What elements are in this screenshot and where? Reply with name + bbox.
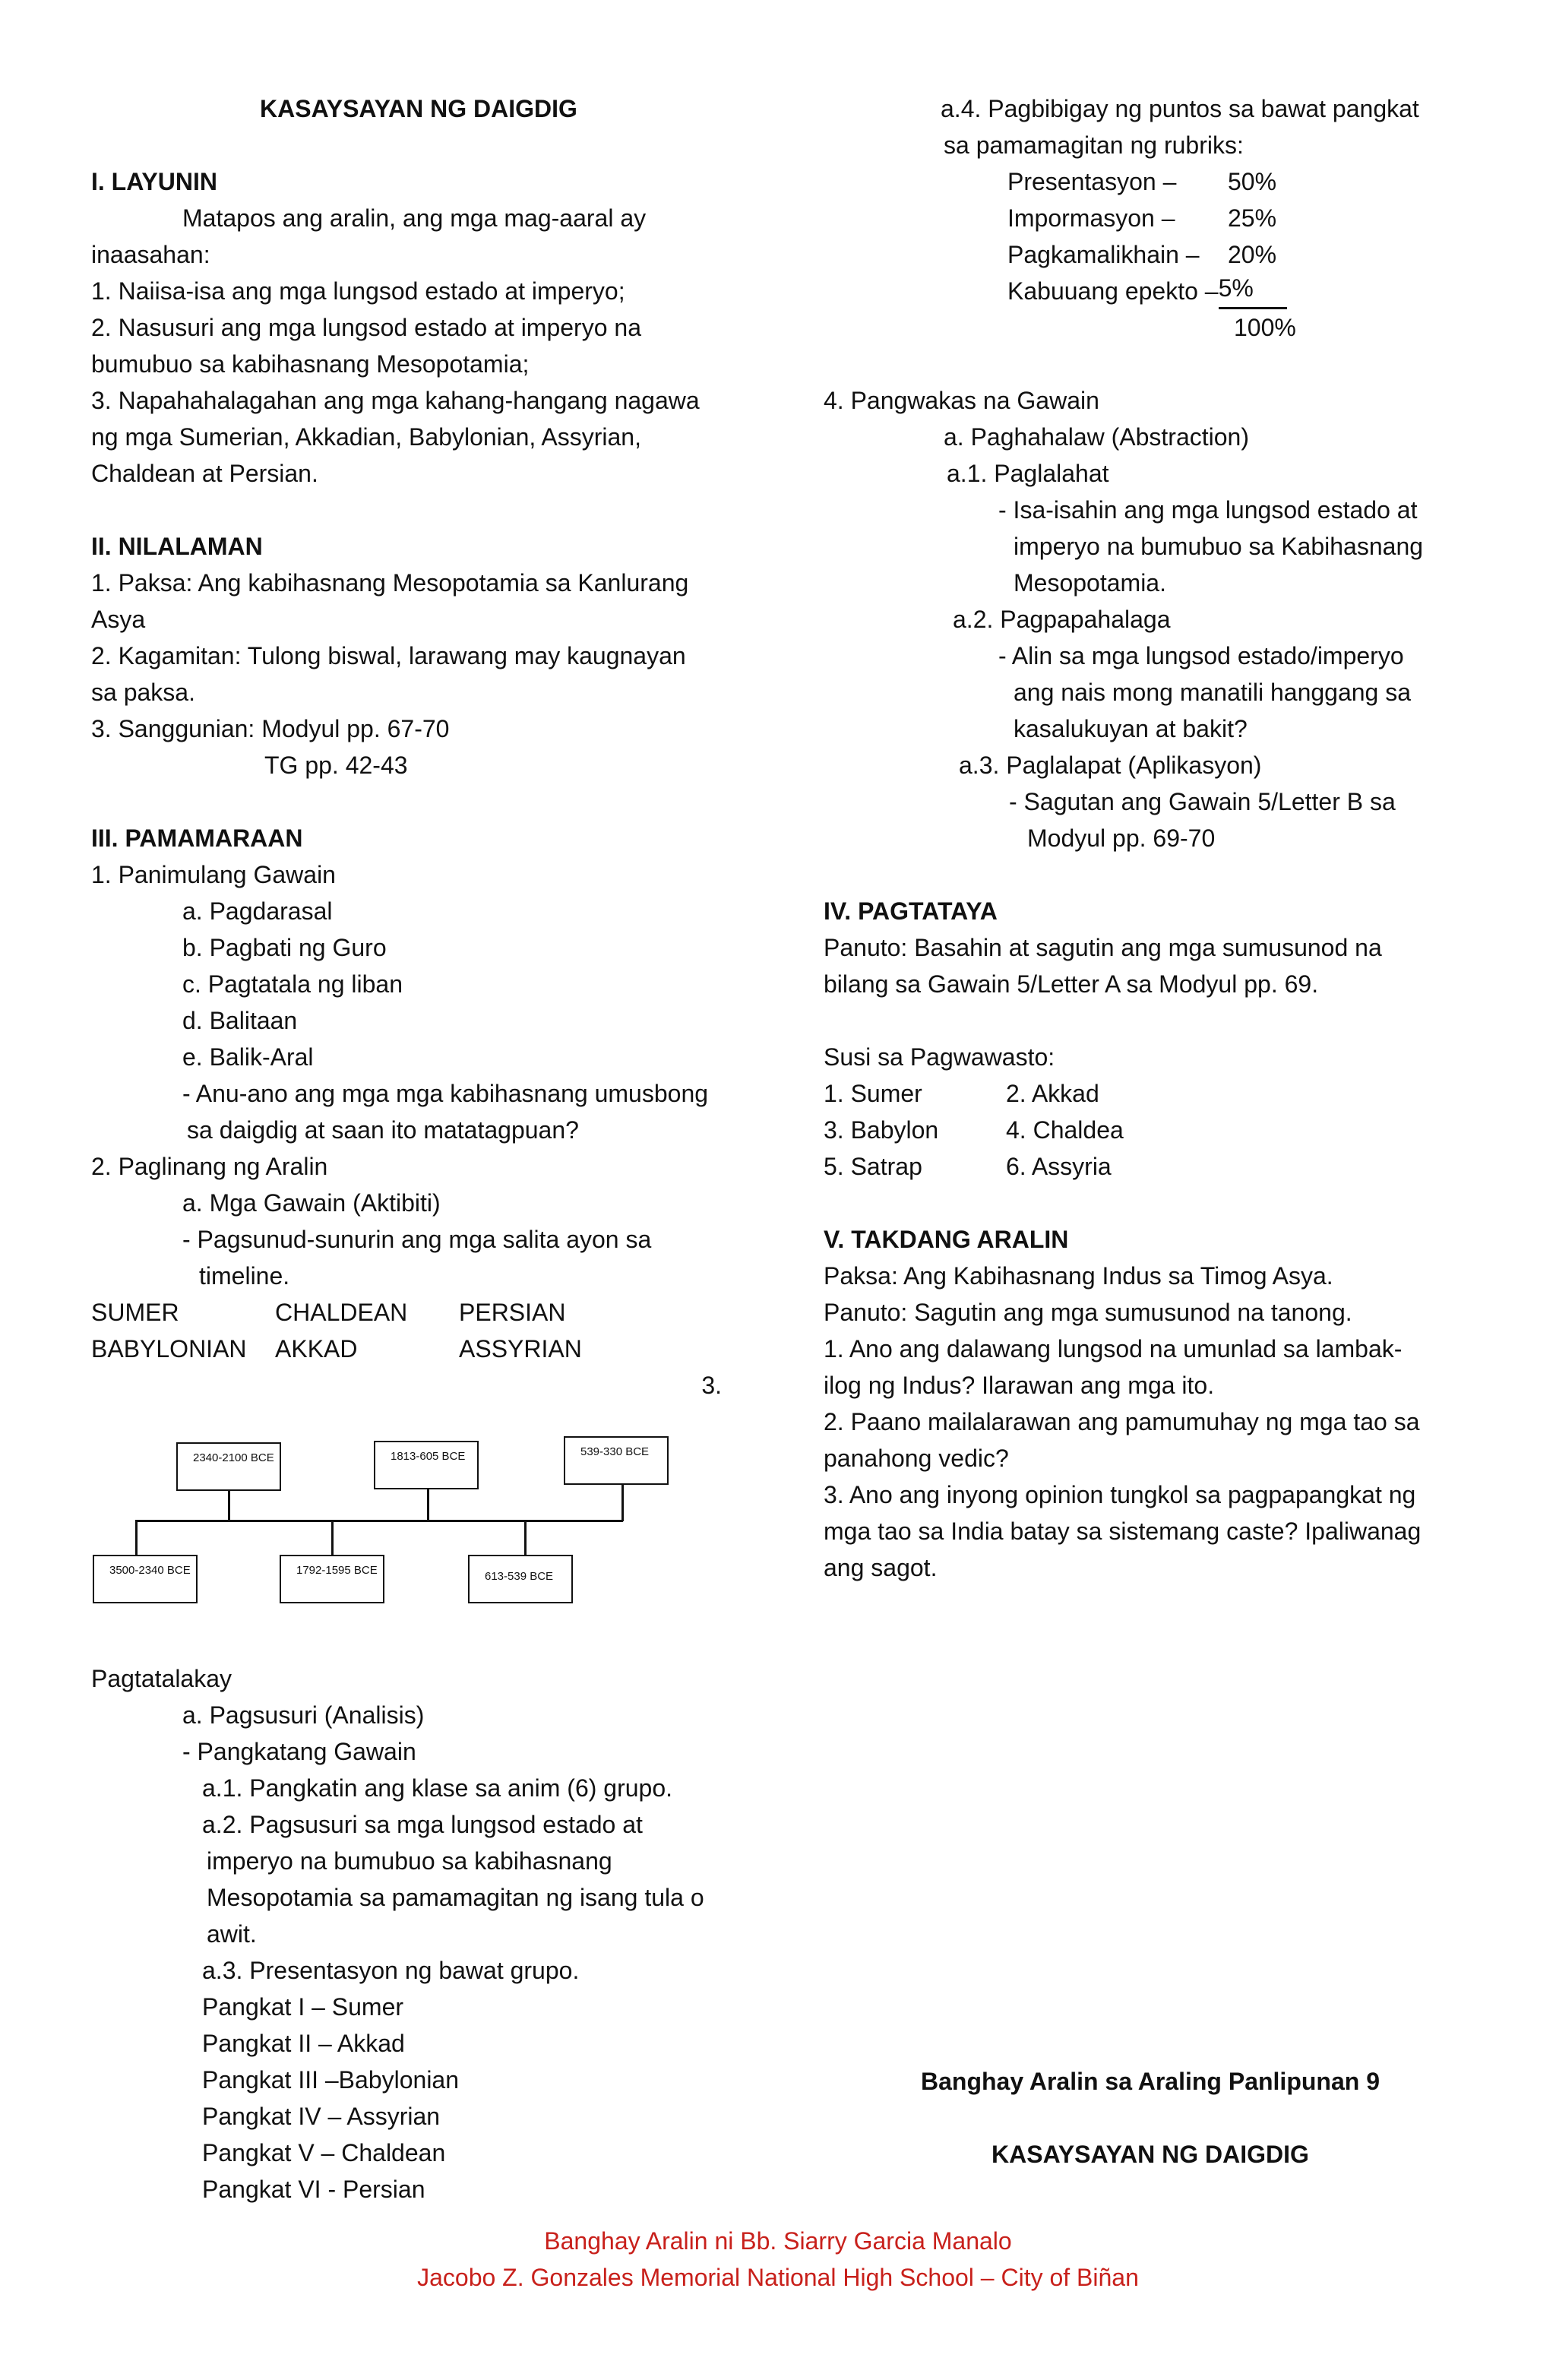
kagamitan-cont: sa paksa. [91, 679, 195, 706]
section-pamamaraan-heading: III. PAMAMARAAN [91, 824, 303, 852]
pagpapahalaga-item-cont: ang nais mong manatili hanggang sa [1014, 679, 1412, 706]
timeline-box: 1813-605 BCE [374, 1441, 479, 1489]
paglalahat-item-cont2: Mesopotamia. [1014, 569, 1166, 597]
cover-title-course: KASAYSAYAN NG DAIGDIG [991, 2141, 1309, 2168]
cover-title-subject: Banghay Aralin sa Araling Panlipunan 9 [921, 2068, 1380, 2095]
objective-3-cont2: Chaldean at Persian. [91, 460, 318, 487]
answer-key-item: 5. Satrap [824, 1153, 922, 1180]
paglalahat-item-cont: imperyo na bumubuo sa Kabihasnang [1014, 533, 1424, 560]
pagpapahalaga-item: - Alin sa mga lungsod estado/imperyo [998, 642, 1404, 669]
timeline-box: 3500-2340 BCE [93, 1555, 198, 1603]
pagtatalakay-heading: Pagtatalakay [91, 1665, 232, 1692]
pagpapahalaga-item-cont2: kasalukuyan at bakit? [1014, 715, 1248, 742]
objective-2-cont: bumubuo sa kabihasnang Mesopotamia; [91, 350, 530, 378]
takdang-question-2: 2. Paano mailalarawan ang pamumuhay ng mga tao sa [824, 1408, 1420, 1435]
takdang-question-3-cont2: ang sagot. [824, 1554, 938, 1581]
step-a4: a.4. Pagbibigay ng puntos sa bawat pangkat [941, 95, 1419, 122]
group-item: Pangkat III –Babylonian [202, 2066, 460, 2094]
group-item: Pangkat VI - Persian [202, 2176, 425, 2203]
answer-key-item: 3. Babylon [824, 1116, 939, 1144]
cover-title-block [824, 2063, 1477, 2173]
step-a2-cont2: Mesopotamia sa pamamagitan ng isang tula o [207, 1884, 704, 1911]
timeline-tick [135, 1520, 138, 1556]
sanggunian-tg: TG pp. 42-43 [264, 752, 408, 779]
paksa: 1. Paksa: Ang kabihasnang Mesopotamia sa Kanlurang [91, 569, 689, 597]
layunin-intro: Matapos ang aralin, ang mga mag-aaral ay [182, 204, 647, 232]
group-item: Pangkat V – Chaldean [202, 2139, 446, 2166]
timeline-tick [524, 1520, 527, 1556]
timeline-tick [331, 1520, 334, 1556]
paglinang: 2. Paglinang ng Aralin [91, 1153, 328, 1180]
pagbati: b. Pagbati ng Guro [182, 934, 387, 961]
answer-key-item: 2. Akkad [1006, 1080, 1099, 1107]
rubric-row [824, 200, 1477, 236]
left-column [91, 90, 745, 1404]
rubric-weight: 25% [1228, 204, 1277, 232]
answer-key-item: 1. Sumer [824, 1080, 922, 1107]
rubric-weight: 5% [1219, 273, 1287, 309]
timeline-axis [135, 1520, 623, 1522]
answer-key-row [824, 1075, 1477, 1112]
paghahalaw: a. Paghahalaw (Abstraction) [944, 423, 1249, 451]
rubric-criterion: Kabuuang epekto – [1007, 277, 1219, 305]
balik-aral-question: - Anu-ano ang mga mga kabihasnang umusbong [182, 1080, 709, 1107]
word: SUMER [91, 1299, 179, 1326]
takdang-question-3: 3. Ano ang inyong opinion tungkol sa pagpapangkat ng [824, 1481, 1416, 1508]
balik-aral: e. Balik-Aral [182, 1043, 314, 1071]
rubric-total: 100% [1234, 314, 1296, 341]
kagamitan: 2. Kagamitan: Tulong biswal, larawang may kaugnayan [91, 642, 686, 669]
answer-key-row [824, 1112, 1477, 1148]
answer-key-row [824, 1148, 1477, 1185]
section-takdang-aralin-heading: V. TAKDANG ARALIN [824, 1226, 1069, 1253]
footer-author: Banghay Aralin ni Bb. Siarry Garcia Manalo [544, 2227, 1012, 2255]
pagtatalakay-section [91, 1660, 745, 2208]
word: CHALDEAN [275, 1299, 408, 1326]
timeline-box: 539-330 BCE [564, 1436, 669, 1485]
section-layunin-heading: I. LAYUNIN [91, 168, 217, 195]
sanggunian: 3. Sanggunian: Modyul pp. 67-70 [91, 715, 450, 742]
pagtataya-instruction-cont: bilang sa Gawain 5/Letter A sa Modyul pp. 69. [824, 970, 1319, 998]
step-a1: a.1. Pangkatin ang klase sa anim (6) grupo. [202, 1774, 673, 1802]
step-a3: a.3. Presentasyon ng bawat grupo. [202, 1957, 580, 1984]
pagtataya-instruction: Panuto: Basahin at sagutin ang mga sumusunod na [824, 934, 1382, 961]
paglalapat: a.3. Paglalapat (Aplikasyon) [959, 752, 1262, 779]
footer-school: Jacobo Z. Gonzales Memorial National High School – City of Biñan [417, 2264, 1139, 2291]
pagsusuri: a. Pagsusuri (Analisis) [182, 1701, 425, 1729]
pangwakas-gawain: 4. Pangwakas na Gawain [824, 387, 1099, 414]
rubric-row [824, 273, 1477, 309]
timeline-box: 2340-2100 BCE [176, 1442, 281, 1491]
pagtatala: c. Pagtatala ng liban [182, 970, 403, 998]
objective-3: 3. Napahahalagahan ang mga kahang-hangang nagawa [91, 387, 700, 414]
objective-3-cont: ng mga Sumerian, Akkadian, Babylonian, Assyrian, [91, 423, 641, 451]
word-row-1 [91, 1294, 745, 1331]
rubric-weight: 20% [1228, 241, 1277, 268]
word-row-2 [91, 1331, 745, 1367]
paglalahat-item: - Isa-isahin ang mga lungsod estado at [998, 496, 1418, 524]
word: PERSIAN [459, 1299, 566, 1326]
pangkatang-gawain: - Pangkatang Gawain [182, 1738, 416, 1765]
step-a2-cont3: awit. [207, 1920, 257, 1948]
gawain-instruction-cont: timeline. [199, 1262, 290, 1290]
takdang-question-1-cont: ilog ng Indus? Ilarawan ang mga ito. [824, 1372, 1215, 1399]
paksa-cont: Asya [91, 606, 146, 633]
answer-key-item: 6. Assyria [1006, 1153, 1112, 1180]
balitaan: d. Balitaan [182, 1007, 298, 1034]
timeline-tick [427, 1489, 429, 1521]
timeline-tick [228, 1491, 230, 1521]
timeline-box: 1792-1595 BCE [280, 1555, 384, 1603]
rubric-row [824, 163, 1477, 200]
paglalapat-item: - Sagutan ang Gawain 5/Letter B sa [1009, 788, 1396, 815]
pagpapahalaga: a.2. Pagpapahalaga [953, 606, 1171, 633]
step-a2-cont: imperyo na bumubuo sa kabihasnang [207, 1847, 612, 1875]
word: ASSYRIAN [459, 1335, 582, 1362]
group-item: Pangkat I – Sumer [202, 1993, 404, 2021]
rubric-row [824, 236, 1477, 273]
objective-2: 2. Nasusuri ang mga lungsod estado at imperyo na [91, 314, 641, 341]
section-pagtataya-heading: IV. PAGTATAYA [824, 897, 998, 925]
step-a4-cont: sa pamamagitan ng rubriks: [944, 131, 1244, 159]
takdang-question-1: 1. Ano ang dalawang lungsod na umunlad sa lambak- [824, 1335, 1403, 1362]
step-a2: a.2. Pagsusuri sa mga lungsod estado at [202, 1811, 643, 1838]
panimulang-gawain: 1. Panimulang Gawain [91, 861, 336, 888]
objective-1: 1. Naiisa-isa ang mga lungsod estado at imperyo; [91, 277, 625, 305]
paglalahat: a.1. Paglalahat [947, 460, 1109, 487]
takdang-panuto: Panuto: Sagutin ang mga sumusunod na tanong. [824, 1299, 1352, 1326]
rubric-criterion: Pagkamalikhain – [1007, 241, 1200, 268]
balik-aral-question-cont: sa daigdig at saan ito matatagpuan? [187, 1116, 579, 1144]
group-item: Pangkat IV – Assyrian [202, 2103, 441, 2130]
timeline-tick [621, 1485, 624, 1521]
layunin-intro-cont: inaasahan: [91, 241, 210, 268]
item-3-marker: 3. [701, 1372, 722, 1399]
takdang-question-2-cont: panahong vedic? [824, 1445, 1009, 1472]
takdang-paksa: Paksa: Ang Kabihasnang Indus sa Timog Asya. [824, 1262, 1333, 1290]
pagdarasal: a. Pagdarasal [182, 897, 333, 925]
mga-gawain: a. Mga Gawain (Aktibiti) [182, 1189, 441, 1217]
word: AKKAD [275, 1335, 358, 1362]
word: BABYLONIAN [91, 1335, 247, 1362]
timeline-box: 613-539 BCE [468, 1555, 573, 1603]
rubric-criterion: Impormasyon – [1007, 204, 1175, 232]
gawain-instruction: - Pagsunud-sunurin ang mga salita ayon sa [182, 1226, 652, 1253]
answer-key-heading: Susi sa Pagwawasto: [824, 1043, 1055, 1071]
section-nilalaman-heading: II. NILALAMAN [91, 533, 263, 560]
right-column [824, 90, 1477, 1586]
paglalapat-item-cont: Modyul pp. 69-70 [1027, 824, 1216, 852]
rubric-weight: 50% [1228, 168, 1277, 195]
group-item: Pangkat II – Akkad [202, 2030, 405, 2057]
answer-key-item: 4. Chaldea [1006, 1116, 1124, 1144]
document-title: KASAYSAYAN NG DAIGDIG [260, 95, 577, 122]
rubric-criterion: Presentasyon – [1007, 168, 1177, 195]
takdang-question-3-cont: mga tao sa India batay sa sistemang caste? Ipaliwanag [824, 1518, 1422, 1545]
